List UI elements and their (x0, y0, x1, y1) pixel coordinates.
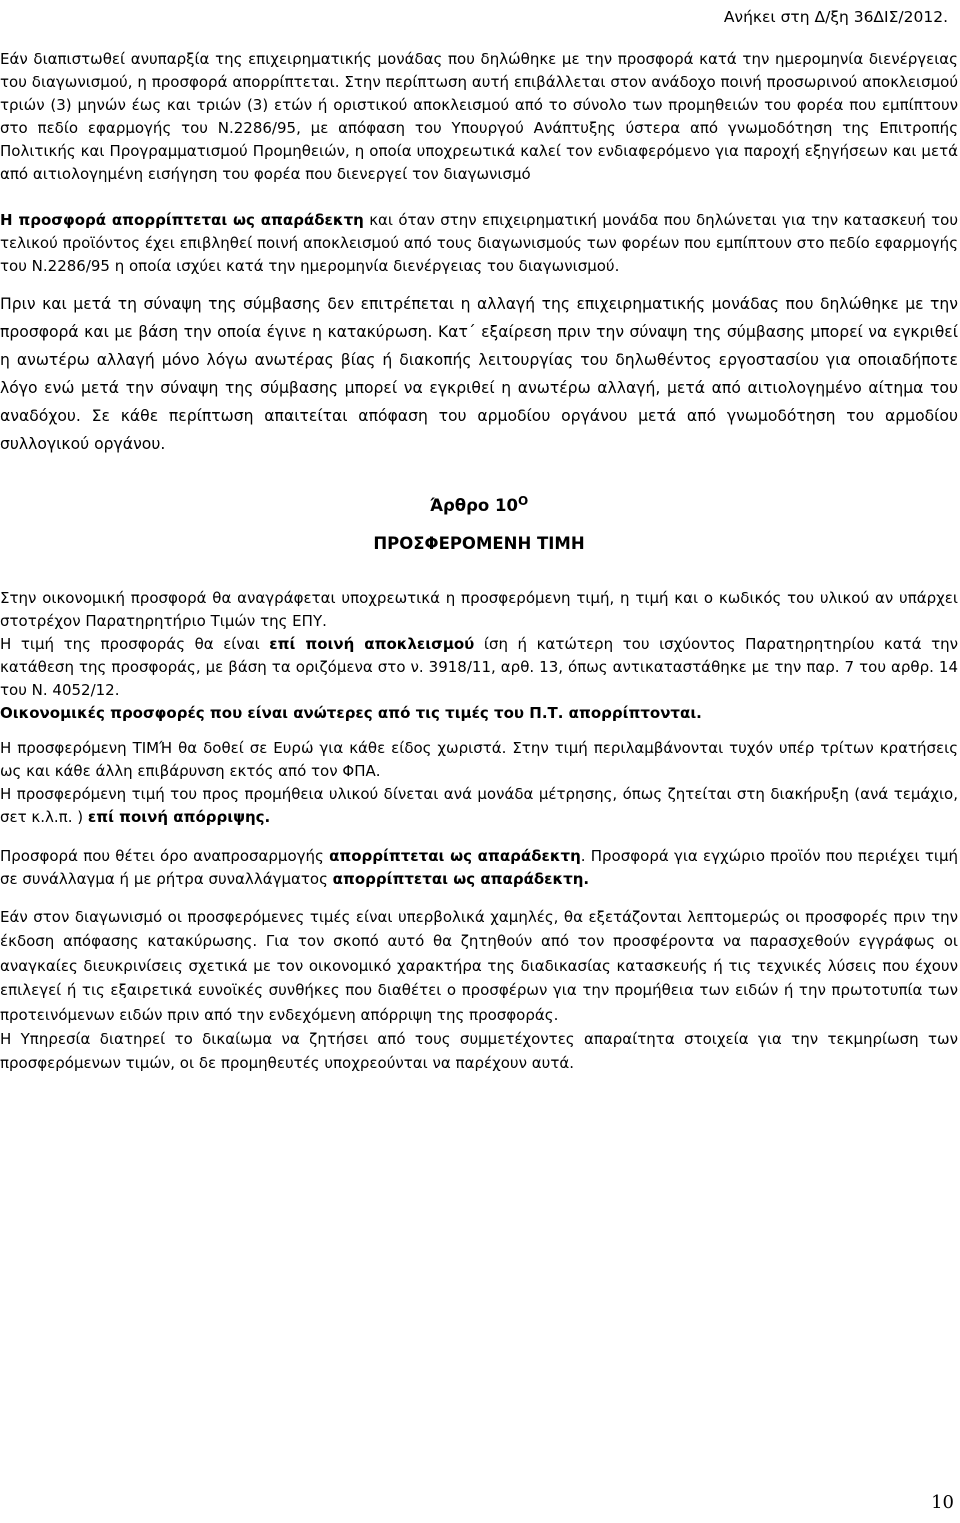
article-subtitle: ΠΡΟΣΦΕΡΟΜΕΝΗ ΤΙΜΗ (373, 534, 585, 553)
price-limit-a: Η τιμή της προσφοράς θα είναι (0, 635, 270, 653)
article-title-text: Άρθρο 10 (429, 496, 518, 515)
document-body (0, 48, 958, 1076)
bold-rejection: Η προσφορά απορρίπτεται ως απαράδεκτη (0, 211, 364, 229)
paragraph-change: Πριν και μετά τη σύναψη της σύμβασης δεν επιτρέπεται η αλλαγή της επιχειρηματικής μονάδας που δηλώθηκε με την προσφορά και με βάση την οποία έγινε η κατακύρωση. Κατ΄ εξαίρεση πριν την σύναψη της σύμβασης μπορεί να εγκριθεί η ανωτέρω αλλαγή μόνο λόγω ανωτέρας βίας ή διακοπής λειτουργίας του δηλωθέντος εργοστασίου για οποιαδήποτε λόγο ενώ μετά την σύναψη της σύμβασης μπορεί να εγκριθεί η ανωτέρω αλλαγή, μετά από αιτιολογημένο αίτημα του αναδόχου. Σε κάθε περίπτωση απαιτείται απόφαση του αρμοδίου οργάνου μετά από γνωμοδότηση του αρμοδίου συλλογικού οργάνου. (0, 295, 958, 453)
bold-exclusion: επί ποινή αποκλεισμού (269, 635, 475, 653)
paragraph-unit-price (0, 783, 958, 829)
article-title (0, 494, 958, 517)
unit-price-text: Η προσφερόμενη τιμή του προς προμήθεια υλικού δίνεται ανά μονάδα μέτρησης, όπως ζητείται στη διακήρυξη (ανά τεμάχιο, σετ κ.λ.π. ) (0, 785, 958, 826)
paragraph-offer-price: Στην οικονομική προσφορά θα αναγράφεται υποχρεωτικά η προσφερόμενη τιμή, η τιμή και ο κωδικός του υλικού αν υπάρχει στοτρέχον Παρατηρητήριο Τιμών της ΕΠΥ. (0, 589, 958, 630)
paragraph-rejection (0, 209, 958, 278)
paragraph-price-limit (0, 633, 958, 702)
page-number: 10 (931, 1492, 954, 1513)
adjustment-text-b: . Προσφορά για εγχώριο προϊόν που περιέχει τιμή σε συνάλλαγμα ή με ρήτρα συναλλάγματος (0, 847, 959, 888)
page-header: Ανήκει στη Δ/ξη 36ΔΙΣ/2012. (723, 8, 948, 26)
rejection-text: και όταν στην επιχειρηματική μονάδα που δηλώνεται για την κατασκευή του τελικού προϊόντος έχει επιβληθεί ποινή αποκλεισμού από τους διαγωνισμούς των φορέων που εμπίπτουν στο πεδίο εφαρμογής του Ν.2286/95 η οποία ισχύει κατά την ημερομηνία διενέργειας του διαγωνισμού. (0, 211, 958, 275)
bold-inadmissible-2: απορρίπτεται ως απαράδεκτη. (332, 870, 590, 888)
price-limit-b: ίση ή κατώτερη του ισχύοντος Παρατηρητηρίου κατά την κατάθεση της προσφοράς, με βάση τα οριζόμενα στο ν. 3918/11, αρθ. 13, όπως αντικαταστάθηκε με την παρ. 7 του αρθρ. 14 του Ν. 4052/12. (0, 635, 959, 699)
bold-higher-offers: Οικονομικές προσφορές που είναι ανώτερες από τις τιμές του Π.Τ. απορρίπτονται. (0, 704, 702, 722)
bold-rejection-penalty: επί ποινή απόρριψης. (87, 808, 271, 826)
article-superscript: Ο (517, 494, 529, 508)
adjustment-text-a: Προσφορά που θέτει όρο αναπροσαρμογής (0, 847, 330, 865)
paragraph-euro: Η προσφερόμενη ΤΙΜΉ θα δοθεί σε Ευρώ για κάθε είδος χωριστά. Στην τιμή περιλαμβάνονται τυχόν υπέρ τρίτων κρατήσεις ως και κάθε άλλη επιβάρυνση εκτός από τον ΦΠΑ. (0, 739, 958, 780)
paragraph-higher-offers (0, 702, 958, 725)
paragraph-service-right: Η Υπηρεσία διατηρεί το δικαίωμα να ζητήσει από τους συμμετέχοντες απαραίτητα στοιχεία για την τεκμηρίωση των προσφερόμενων τιμών, οι δε προμηθευτές υποχρεούνται να παρέχουν αυτά. (0, 1030, 958, 1073)
paragraph-low-prices: Εάν στον διαγωνισμό οι προσφερόμενες τιμές είναι υπερβολικά χαμηλές, θα εξετάζονται λεπτομερώς οι προσφορές πριν την έκδοση απόφασης κατακύρωσης. Για τον σκοπό αυτό θα ζητηθούν από τον προσφέροντα να παρασχεθούν εγγράφως οι αναγκαίες διευκρινίσεις σχετικά με τον οικονομικό χαρακτήρα της διαδικασίας κατασκευής ή τις τεχνικές λύσεις που έχουν επιλεγεί ή τις εξαιρετικά ευνοϊκές συνθήκες που διαθέτει ο προσφέρων για την προμήθεια των ειδών ή την πρωτοτυπία των προτεινόμενων ειδών πριν από την ενδεχόμενη απόρριψη της προσφοράς. (0, 908, 958, 1024)
paragraph-adjustment (0, 845, 958, 891)
paragraph-nonexistence: Εάν διαπιστωθεί ανυπαρξία της επιχειρηματικής μονάδας που δηλώθηκε με την προσφορά κατά την ημερομηνία διενέργειας του διαγωνισμού, η προσφορά απορρίπτεται. Στην περίπτωση αυτή επιβάλλεται στον ανάδοχο ποινή προσωρινού αποκλεισμού τριών (3) μηνών έως και τριών (3) ετών ή οριστικού αποκλεισμού από το σύνολο των προμηθειών του φορέα που εμπίπτουν στο πεδίο εφαρμογής του Ν.2286/95, με απόφαση του Υπουργού Ανάπτυξης ύστερα από γνωμοδότηση της Επιτροπής Πολιτικής και Προγραμματισμού Προμηθειών, η οποία υποχρεωτικά καλεί τον ενδιαφερόμενο για παροχή εξηγήσεων και μετά από αιτιολογημένη εισήγηση του φορέα που διενεργεί τον διαγωνισμό (0, 50, 958, 183)
bold-inadmissible-1: απορρίπτεται ως απαράδεκτη (329, 847, 581, 865)
